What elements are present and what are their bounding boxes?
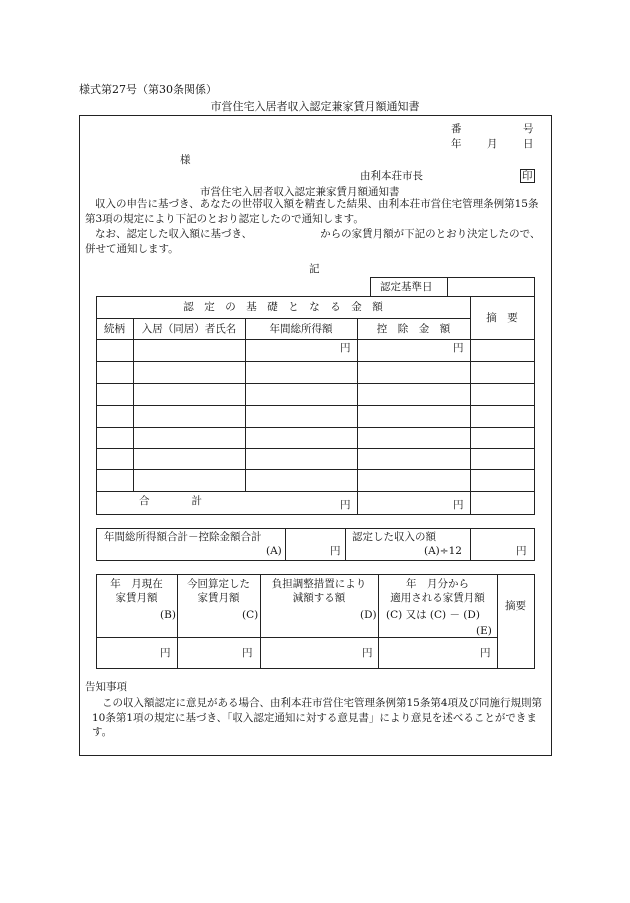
- number-suffix: 号: [523, 123, 534, 135]
- rent-mark-e: (E): [476, 625, 492, 637]
- form-number: 様式第27号（第30条関係）: [79, 83, 217, 96]
- income-unit-yen: 円: [340, 342, 351, 354]
- calc-mark-a-div: (A)÷12: [424, 545, 462, 557]
- rent-col4-line1: 年 月分から: [406, 578, 469, 590]
- day-label: 日: [523, 138, 534, 150]
- rent-remarks-header: 摘要: [505, 600, 526, 612]
- month-label: 月: [487, 138, 498, 150]
- rent-col3-line2: 減額する額: [292, 592, 346, 604]
- notice-title: 市営住宅入居者収入認定兼家賃月額通知書: [200, 186, 400, 198]
- col-relationship-header: 続柄: [104, 323, 125, 335]
- rent-unit-yen-b: 円: [160, 647, 171, 659]
- col-income-header: 年間総所得額: [269, 323, 333, 335]
- notice-heading: 告知事項: [85, 681, 127, 693]
- rent-col4-line2: 適用される家賃月額: [390, 592, 485, 604]
- rent-mark-c: (C): [242, 609, 259, 621]
- calc-label-1: 年間総所得額合計－控除金額合計: [104, 531, 262, 543]
- body-paragraph-2-a: なお、認定した収入額に基づき、: [95, 228, 253, 240]
- document-title: 市営住宅入居者収入認定兼家賃月額通知書: [210, 100, 420, 113]
- rent-unit-yen-d: 円: [362, 647, 373, 659]
- col-deduction-header: 控 除 金 額: [376, 323, 451, 335]
- rent-mark-d: (D): [360, 609, 377, 621]
- seal-text: 印: [522, 170, 533, 182]
- rent-col3-line1: 負担調整措置により: [271, 578, 367, 590]
- notice-body: この収入額認定に意見がある場合、由利本荘市営住宅管理条例第15条第4項及び同施行規則第10条第1項の規定に基づき、「収入認定通知に対する意見書」により意見を述べることができます。: [92, 697, 543, 739]
- rent-mark-b: (B): [160, 609, 176, 621]
- total-deduction-unit-yen: 円: [453, 499, 464, 511]
- number-label: 番: [451, 123, 462, 135]
- addressee-honorific: 様: [180, 154, 191, 166]
- calc-label-2: 認定した収入の額: [352, 531, 436, 543]
- rent-unit-yen-e: 円: [480, 647, 491, 659]
- body-paragraph-2-b: からの家賃月額が下記のとおり決定したので、併せて通知します。: [85, 228, 541, 255]
- year-label: 年: [451, 138, 462, 150]
- income-group-header: 認 定 の 基 礎 と な る 金 額: [183, 301, 383, 313]
- total-label: 合 計: [139, 495, 202, 507]
- rent-col1-line1: 年 月現在: [110, 578, 163, 590]
- col-name-header: 入居（同居）者氏名: [141, 323, 237, 335]
- body-paragraph-1: 収入の申告に基づき、あなたの世帯収入額を精査した結果、由利本荘市営住宅管理条例第15条第3項の規定により下記のとおり認定したので通知します。: [85, 198, 539, 225]
- total-income-unit-yen: 円: [340, 499, 351, 511]
- standard-date-label: 認定基準日: [380, 281, 433, 293]
- calc-unit-yen-2: 円: [516, 545, 527, 557]
- rent-col2-line2: 家賃月額: [197, 592, 240, 604]
- rent-col4-formula: (C) 又は (C) － (D): [386, 609, 480, 621]
- issuer-name: 由利本荘市長: [360, 170, 423, 182]
- rent-col2-line1: 今回算定した: [187, 578, 250, 590]
- income-remarks-header: 摘 要: [486, 312, 518, 324]
- rent-col1-line2: 家賃月額: [115, 592, 158, 604]
- deduction-unit-yen: 円: [453, 342, 464, 354]
- calc-mark-a: (A): [266, 545, 282, 557]
- calc-unit-yen-1: 円: [330, 545, 341, 557]
- ki-label: 記: [309, 263, 320, 275]
- rent-unit-yen-c: 円: [242, 647, 253, 659]
